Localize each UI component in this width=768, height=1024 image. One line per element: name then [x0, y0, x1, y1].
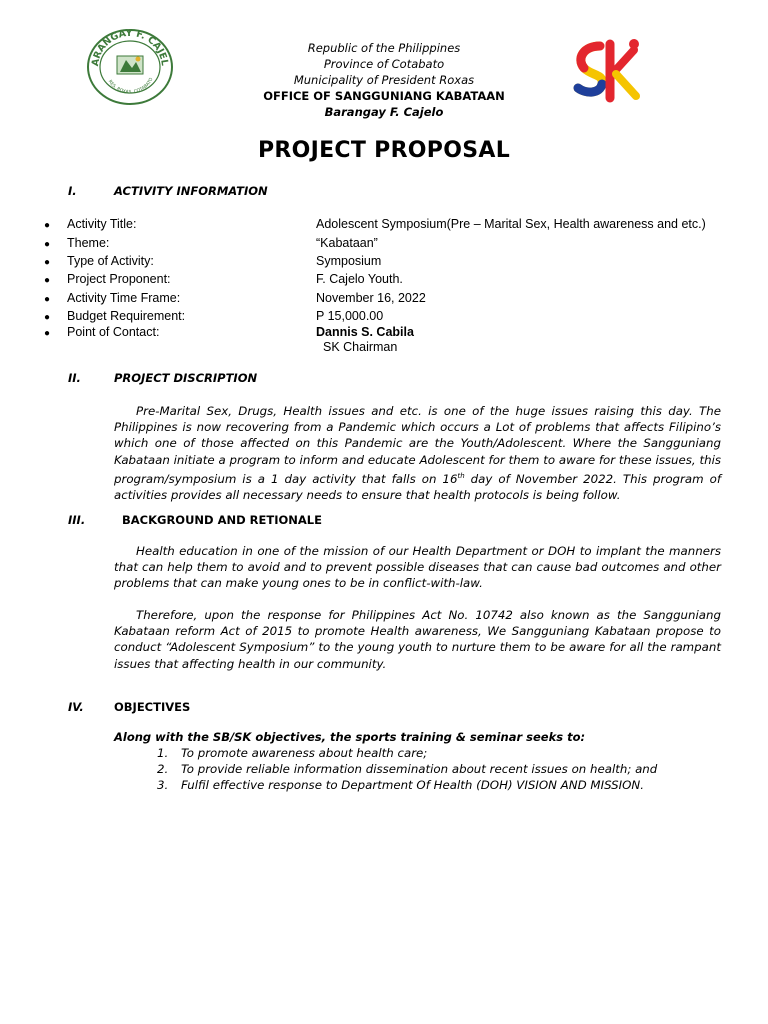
- bullet: ●: [44, 275, 51, 286]
- info-row-sub: [0, 340, 768, 358]
- info-row: [0, 236, 768, 254]
- info-row: [0, 217, 768, 235]
- section-4-title: OBJECTIVES: [114, 700, 191, 714]
- info-label: Point of Contact:: [67, 325, 160, 339]
- list-item: [157, 762, 657, 776]
- info-value: P 15,000.00: [316, 309, 384, 323]
- info-label: Project Proponent:: [67, 272, 171, 286]
- contact-name: Dannis S. Cabila: [316, 325, 414, 339]
- info-row: [0, 254, 768, 272]
- bullet: ●: [44, 312, 51, 323]
- list-item: [157, 746, 427, 760]
- info-value: November 16, 2022: [316, 291, 426, 305]
- list-item: [157, 778, 644, 792]
- section-2-number: II.: [68, 371, 81, 385]
- objective-text: To provide reliable information dissemination about recent issues on health; and: [181, 762, 658, 776]
- info-label: Activity Time Frame:: [67, 291, 181, 305]
- info-label: Type of Activity:: [67, 254, 154, 268]
- description-superscript: th: [457, 471, 465, 480]
- header-province: Province of Cotabato: [323, 57, 445, 71]
- seal-bottom-text: RES. ROXAS, COTABATO: [106, 77, 155, 96]
- section-3-title: BACKGROUND AND RETIONALE: [122, 513, 322, 527]
- info-value: “Kabataan”: [316, 236, 378, 250]
- bullet: ●: [44, 294, 51, 305]
- header-office: OFFICE OF SANGGUNIANG KABATAAN: [263, 89, 505, 103]
- bullet: ●: [44, 257, 51, 268]
- info-row: [0, 291, 768, 309]
- objective-text: To promote awareness about health care;: [181, 746, 428, 760]
- header-municipality: Municipality of President Roxas: [293, 73, 475, 87]
- description-text-2: day of November 2022. This program of activities provides all necessary needs to ensure that health protocols is being follow.: [114, 471, 721, 502]
- info-label: Budget Requirement:: [67, 309, 186, 323]
- info-value: Symposium: [316, 254, 382, 268]
- section-2-title: PROJECT DISCRIPTION: [114, 371, 258, 385]
- section-1-title: ACTIVITY INFORMATION: [114, 184, 268, 198]
- bullet: ●: [44, 239, 51, 250]
- info-value: F. Cajelo Youth.: [316, 272, 403, 286]
- objective-number: 3.: [157, 778, 169, 792]
- background-paragraph-2: Therefore, upon the response for Philippines Act No. 10742 also known as the Sangguniang Kabataan reform Act of 2015 to promote Health awareness, We Sangguniang Kabataan propose to conduct “Adolescent Symposium” to the young youth to nurture them to be aware for all the rampant issues that affecting health in our community.: [114, 608, 721, 671]
- description-text-1: Pre-Marital Sex, Drugs, Health issues and etc. is one of the huge issues raising this day. The Philippines is now recovering from a Pandemic which occurs a Lot of problems that affects Filipino’s which one of those affected on this Pandemic are the Youth/Adolescent. Where the Sangguniang Kabataan initiate a program to inform and educate Adolescent for them to aware for these issues, this program/symposium is a 1 day activity that falls on 16: [114, 404, 721, 486]
- objective-text: Fulfil effective response to Department Of Health (DOH) VISION AND MISSION.: [181, 778, 644, 792]
- section-4-number: IV.: [68, 700, 84, 714]
- header-republic: Republic of the Philippines: [307, 41, 461, 55]
- info-value: Adolescent Symposium(Pre – Marital Sex, Health awareness and etc.): [316, 217, 706, 231]
- background-paragraph-1: Health education in one of the mission of our Health Department or DOH to implant the manners that can help them to avoid and to prevent possible diseases that can cause bad outcomes and other problems that can make young ones to be in conflict-with-law.: [114, 544, 721, 591]
- header-barangay: Barangay F. Cajelo: [324, 105, 444, 119]
- section-1-number: I.: [68, 184, 77, 198]
- document-title: PROJECT PROPOSAL: [257, 138, 511, 163]
- description-paragraph: [114, 403, 721, 503]
- bullet: ●: [44, 220, 51, 231]
- info-label: Activity Title:: [67, 217, 137, 231]
- seal-ring-text: ARANGAY F. CAJEL: [89, 28, 170, 67]
- bullet: ●: [44, 328, 51, 339]
- contact-position: SK Chairman: [323, 340, 398, 354]
- info-row: [0, 272, 768, 290]
- objective-number: 2.: [157, 762, 169, 776]
- objectives-lead: Along with the SB/SK objectives, the sports training & seminar seeks to:: [114, 730, 586, 744]
- objective-number: 1.: [157, 746, 169, 760]
- info-label: Theme:: [67, 236, 110, 250]
- section-3-number: III.: [68, 513, 86, 527]
